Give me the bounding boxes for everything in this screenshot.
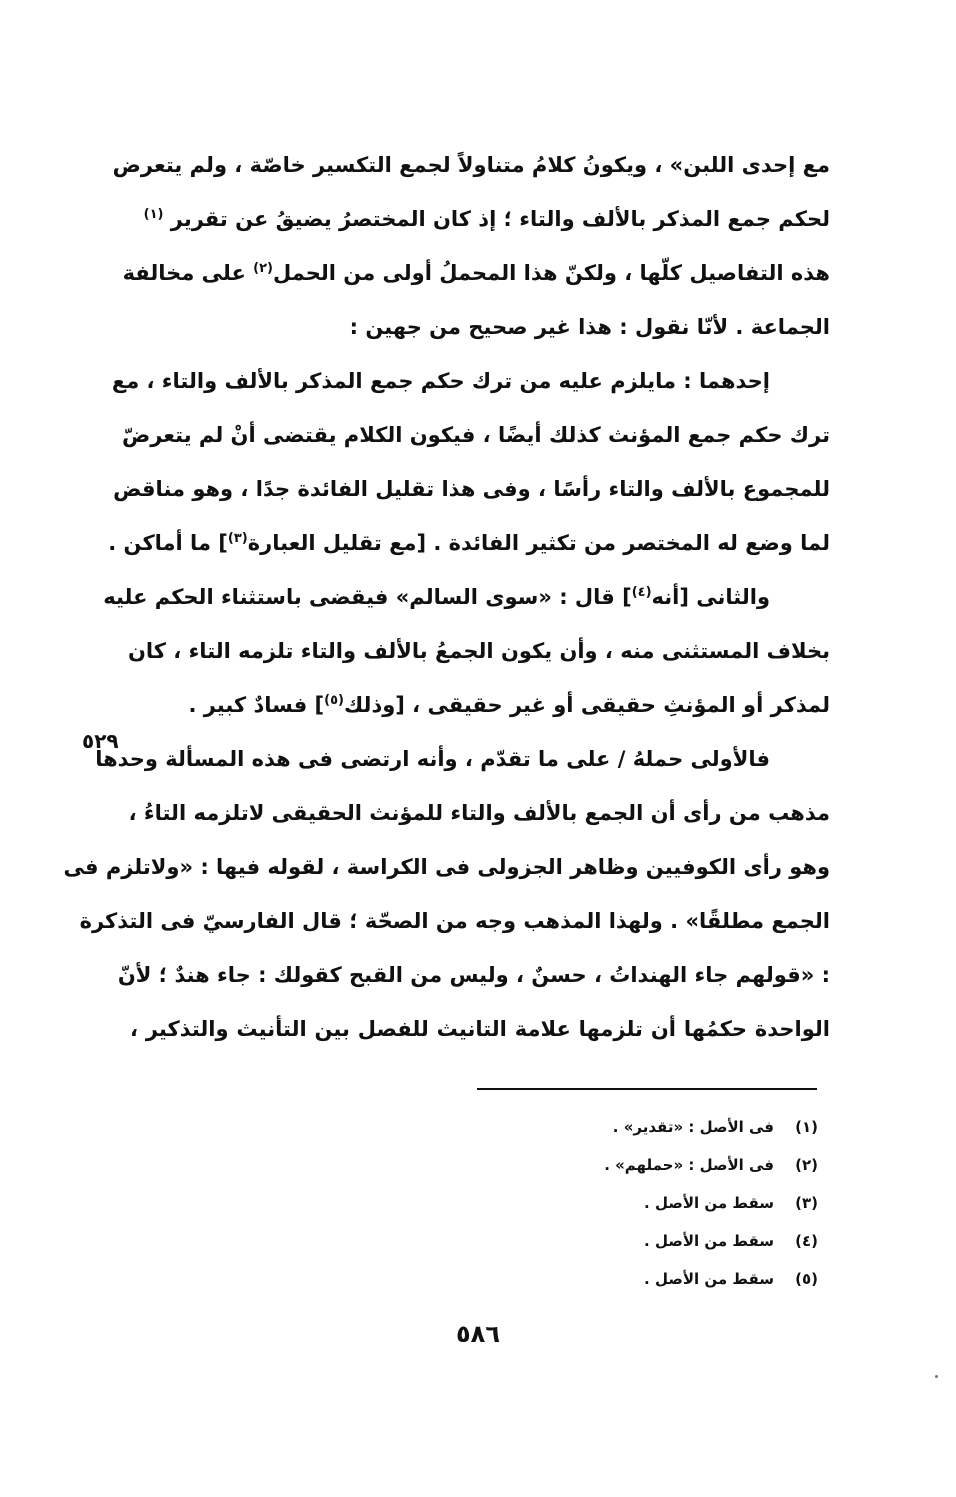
page-number: ٥٨٦ (456, 1320, 500, 1348)
footnotes (418, 1108, 818, 1298)
footnote-item (418, 1108, 818, 1146)
text-line-13 (130, 786, 830, 840)
line-text: والثانى [أنه (651, 585, 770, 609)
line-text: بخلاف المستثنى منه ، وأن يكون الجمعُ بالألف والتاء تلزمه التاء ، كان (127, 639, 830, 663)
text-line-11 (130, 678, 830, 732)
footnote-item (418, 1260, 818, 1298)
line-text: ] قال : «سوى السالم» فيقضى باستثناء الحكم عليه (103, 585, 632, 609)
footnote-divider (477, 1088, 817, 1090)
line-text: الجمع مطلقًا» . ولهذا المذهب وجه من الصحّة ؛ قال الفارسيّ فى التذكرة (79, 909, 830, 933)
line-text: الجماعة . لأنّا نقول : هذا غير صحيح من جهين : (349, 315, 830, 339)
footnote-text: فى الأصل : «حملهم» . (604, 1156, 774, 1174)
text-line-16 (117, 948, 830, 1002)
line-text: مذهب من رأى أن الجمع بالألف والتاء للمؤنث الحقيقى لاتلزمه التاءُ ، (128, 801, 830, 825)
footnote-ref-3: (٣) (227, 531, 248, 546)
line-text: على مخالفة (122, 261, 246, 285)
line-text: وهو رأى الكوفيين وظاهر الجزولى فى الكراسة ، لقوله فيها : «ولاتلزم فى (63, 855, 830, 879)
text-line-5 (111, 354, 830, 408)
footnote-item (418, 1184, 818, 1222)
footnote-ref-1: (١) (143, 207, 164, 222)
text-line-4 (130, 300, 830, 354)
footnote-ref-2: (٢) (253, 261, 273, 276)
footnote-ref-5: (٥) (324, 693, 344, 708)
line-text: فالأولى حملهُ / على ما تقدّم ، وأنه ارتضى فى هذه المسألة وحدها (95, 747, 770, 771)
footnote-ref-4: (٤) (631, 585, 652, 600)
line-text: لما وضع له المختصر من تكثير الفائدة . [مع تقليل العبارة (247, 531, 830, 555)
line-text: مع إحدى اللبن» ، ويكونُ كلامُ متناولاً لجمع التكسير خاصّة ، ولم يتعرض (112, 153, 830, 177)
line-text: لحكم جمع المذكر بالألف والتاء ؛ إذ كان المختصرُ يضيقُ عن تقرير (170, 207, 830, 231)
line-text: لمذكر أو المؤنثِ حقيقى أو غير حقيقى ، [وذلك (344, 693, 830, 717)
footnote-number: (١) (795, 1118, 818, 1136)
footnote-text: سقط من الأصل . (644, 1232, 774, 1250)
line-text: الواحدة حكمُها أن تلزمها علامة التانيث للفصل بين التأنيث والتذكير ، (130, 1017, 830, 1041)
line-text: ] فسادٌ كبير . (188, 693, 325, 717)
footnote-item (418, 1222, 818, 1260)
line-text: ] ما أماكن . (108, 531, 228, 555)
footnote-text: سقط من الأصل . (644, 1270, 774, 1288)
footnote-number: (٤) (795, 1232, 818, 1250)
line-text: هذه التفاصيل كلّها ، ولكنّ هذا المحملُ أولى من الحمل (272, 261, 830, 285)
footnote-number: (٢) (795, 1156, 818, 1174)
footnote-text: سقط من الأصل . (644, 1194, 774, 1212)
footnote-text: فى الأصل : «تقدير» . (612, 1118, 774, 1136)
text-line-2 (130, 192, 830, 246)
margin-manuscript-page-number: ٥٢٩ (82, 729, 119, 753)
line-text: إحدهما : مايلزم عليه من ترك حكم جمع المذكر بالألف والتاء ، مع (111, 369, 770, 393)
text-line-1 (112, 138, 830, 192)
text-line-15 (79, 894, 830, 948)
line-text: للمجموع بالألف والتاء رأسًا ، وفى هذا تقليل الفائدة جدًا ، وهو مناقض (113, 477, 830, 501)
text-line-10 (127, 624, 830, 678)
footnote-item (418, 1146, 818, 1184)
text-line-17 (130, 1002, 830, 1056)
text-line-7 (113, 462, 830, 516)
text-line-6 (121, 408, 830, 462)
text-line-3 (122, 246, 830, 300)
text-line-14 (63, 840, 830, 894)
text-line-9 (103, 570, 830, 624)
line-text: : «قولهم جاء الهنداتُ ، حسنٌ ، وليس من القبح كقولك : جاء هندٌ ؛ لأنّ (117, 963, 830, 987)
text-line-8 (108, 516, 830, 570)
line-text: ترك حكم جمع المؤنث كذلك أيضًا ، فيكون الكلام يقتضى أنْ لم يتعرضّ (121, 423, 830, 447)
footnote-number: (٥) (795, 1270, 818, 1288)
footnote-number: (٣) (795, 1194, 818, 1212)
scan-speck (935, 1375, 938, 1378)
